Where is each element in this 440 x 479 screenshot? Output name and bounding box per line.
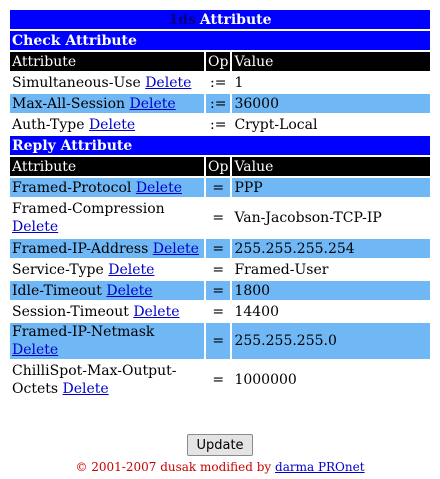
check-header-attribute: Attribute: [10, 52, 204, 71]
attribute-name: Framed-IP-Address: [12, 240, 149, 257]
delete-link[interactable]: Delete: [106, 282, 153, 299]
check-section-title: Check Attribute: [10, 31, 430, 50]
attribute-name: Service-Type: [12, 261, 104, 278]
attribute-name: Auth-Type: [12, 116, 85, 133]
reply-row-framed-ip-address: [10, 239, 430, 258]
attribute-cell: [10, 73, 204, 92]
delete-link[interactable]: Delete: [62, 381, 109, 397]
reply-header-value: Value: [232, 157, 430, 176]
attribute-name: Simultaneous-Use: [12, 74, 141, 91]
delete-link[interactable]: Delete: [145, 74, 192, 91]
title-label: Attribute: [199, 11, 272, 28]
credit-line: [0, 460, 440, 474]
reply-row-idle-timeout: [10, 281, 430, 300]
check-row-max-all-session: [10, 94, 430, 113]
value-cell: 255.255.255.0: [232, 323, 430, 359]
title-user: 1ds: [168, 11, 196, 28]
reply-row-session-timeout: [10, 302, 430, 321]
attribute-table: [8, 8, 432, 401]
reply-row-framed-protocol: [10, 178, 430, 197]
op-cell: :=: [206, 115, 230, 134]
reply-row-chillispot-max-output-octets: [10, 361, 430, 399]
value-cell: 36000: [232, 94, 430, 113]
op-cell: =: [206, 260, 230, 279]
op-cell: =: [206, 199, 230, 237]
update-button[interactable]: Update: [187, 434, 252, 456]
attribute-name: Framed-Protocol: [12, 179, 132, 196]
reply-section-row: [10, 136, 430, 155]
attribute-cell: [10, 199, 204, 237]
op-cell: =: [206, 323, 230, 359]
attribute-cell: [10, 323, 204, 359]
value-cell: 1: [232, 73, 430, 92]
op-cell: :=: [206, 73, 230, 92]
attribute-name: Framed-IP-Netmask: [12, 324, 155, 340]
check-row-simultaneous-use: [10, 73, 430, 92]
op-cell: :=: [206, 94, 230, 113]
credit-text: © 2001-2007 dusak modified by: [75, 460, 272, 474]
page-title: [10, 10, 430, 29]
attribute-cell: [10, 302, 204, 321]
delete-link[interactable]: Delete: [135, 179, 182, 196]
attribute-name: Session-Timeout: [12, 303, 129, 320]
reply-header-op: Op: [208, 158, 229, 175]
attribute-cell: [10, 178, 204, 197]
value-cell: Van-Jacobson-TCP-IP: [232, 199, 430, 237]
op-cell: =: [206, 361, 230, 399]
delete-link[interactable]: Delete: [133, 303, 180, 320]
reply-header-attribute: Attribute: [10, 157, 204, 176]
value-cell: 14400: [232, 302, 430, 321]
op-cell: =: [206, 302, 230, 321]
value-cell: 255.255.255.254: [232, 239, 430, 258]
delete-link[interactable]: Delete: [12, 342, 59, 358]
delete-link[interactable]: Delete: [152, 240, 199, 257]
value-cell: 1000000: [232, 361, 430, 399]
attribute-cell: [10, 260, 204, 279]
op-cell: =: [206, 239, 230, 258]
op-cell: =: [206, 178, 230, 197]
value-cell: Framed-User: [232, 260, 430, 279]
attribute-name: Max-All-Session: [12, 95, 126, 112]
reply-row-framed-ip-netmask: [10, 323, 430, 359]
reply-header-row: [10, 157, 430, 176]
attribute-cell: [10, 94, 204, 113]
value-cell: Crypt-Local: [232, 115, 430, 134]
delete-link[interactable]: Delete: [12, 219, 59, 235]
value-cell: 1800: [232, 281, 430, 300]
title-row: [10, 10, 430, 29]
footer: [0, 434, 440, 474]
attribute-name: Idle-Timeout: [12, 282, 102, 299]
attribute-name: ChilliSpot-Max-Output-Octets: [12, 363, 177, 397]
check-header-row: [10, 52, 430, 71]
delete-link[interactable]: Delete: [129, 95, 176, 112]
reply-section-title: Reply Attribute: [10, 136, 430, 155]
attribute-cell: [10, 361, 204, 399]
check-header-op: Op: [208, 53, 229, 70]
attribute-cell: [10, 239, 204, 258]
attribute-name: Framed-Compression: [12, 201, 165, 217]
reply-row-framed-compression: [10, 199, 430, 237]
op-cell: =: [206, 281, 230, 300]
attribute-cell: [10, 115, 204, 134]
delete-link[interactable]: Delete: [88, 116, 136, 133]
reply-row-service-type: [10, 260, 430, 279]
delete-link[interactable]: Delete: [108, 261, 155, 278]
credit-link[interactable]: darma PROnet: [275, 460, 365, 474]
check-section-row: [10, 31, 430, 50]
check-row-auth-type: [10, 115, 430, 134]
value-cell: PPP: [232, 178, 430, 197]
attribute-cell: [10, 281, 204, 300]
check-header-value: Value: [232, 52, 430, 71]
